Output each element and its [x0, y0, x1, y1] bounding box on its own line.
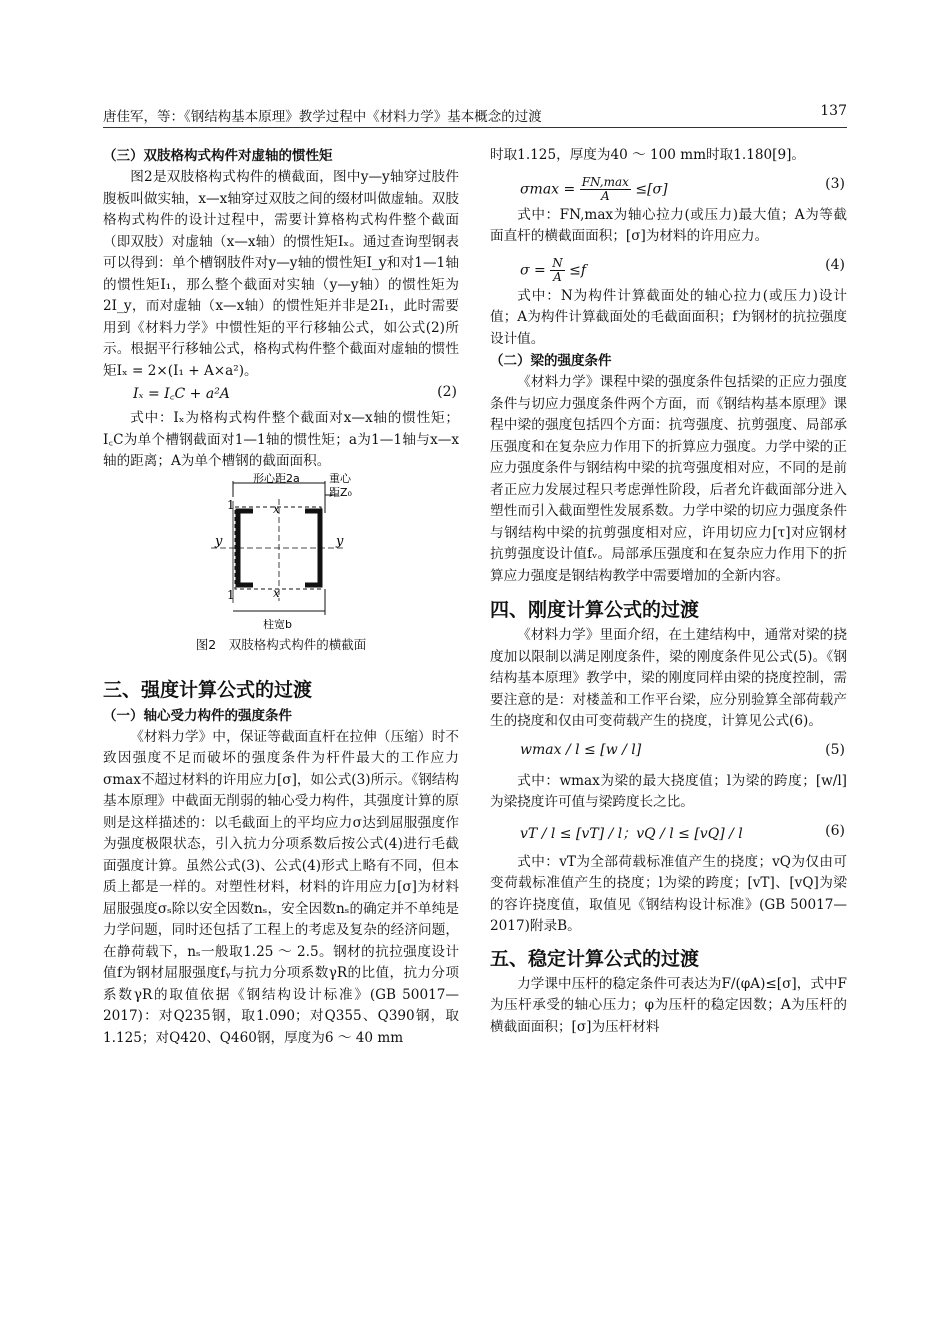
- label-x-bottom: x: [273, 585, 280, 600]
- paragraph: 时取1.125，厚度为40 ～ 100 mm时取1.180[9]。: [490, 147, 806, 163]
- eq4-denominator: A: [553, 269, 562, 284]
- figure-2: [103, 473, 459, 633]
- eq4-lhs: σ =: [520, 262, 546, 278]
- equation-text: [520, 176, 668, 203]
- equation-number: (3): [825, 175, 845, 192]
- paragraph: 式中：wmax为梁的最大挠度值；l为梁的跨度；[w/l]为梁挠度许可值与梁跨度长之比。: [490, 772, 847, 810]
- label-spacing: 形心距2a: [253, 472, 300, 485]
- eq4-numerator: N: [552, 255, 563, 270]
- subsection-title: （三）双肢格构式构件对虚轴的惯性矩: [103, 148, 333, 164]
- section-title: 三、强度计算公式的过渡: [103, 678, 313, 701]
- section-title: 四、刚度计算公式的过渡: [490, 599, 700, 621]
- paragraph: 《材料力学》课程中梁的强度条件包括梁的正应力强度条件与切应力强度条件两个方面，而《钢结构基本原理》课程中梁的强度包括四个方面：抗弯强度、抗剪强度、局部承压强度和在复杂应力作用下的折算应力强度。力学中梁的正应力强度条件与钢结构中梁的抗弯强度相对应，不同的是前者正应力发展过程只考虑弹性阶段，后者允许截面部分进入塑性而引入截面塑性发展系数。力学中梁的切应力强度条件与钢结构中梁的抗剪强度相对应，许用切应力[τ]对应钢材抗剪强度设计值fᵥ。局部承压强度和在复杂应力作用下的折算应力强度是钢结构教学中需要增加的全新内容。: [490, 374, 847, 584]
- paragraph: 式中：vT为全部荷载标准值产生的挠度；vQ为仅由可变荷载标准值产生的挠度；l为梁的跨度；[vT]、[vQ]为梁的容许挠度值，取值见《钢结构设计标准》(GB 50017—2017)附录B。: [490, 853, 847, 934]
- equation-4: [490, 248, 847, 286]
- subsection-title: （一）轴心受力构件的强度条件: [103, 707, 292, 724]
- eq3-numerator: FN,max: [581, 174, 629, 189]
- equation-number: (2): [437, 384, 457, 400]
- equation-text: [520, 257, 586, 284]
- paragraph: 式中：FN,max为轴心拉力(或压力)最大值；A为等截面直杆的横截面面积；[σ]为材料的许用应力。: [490, 206, 847, 244]
- subsection-title: （二）梁的强度条件: [490, 353, 612, 369]
- label-y-left: y: [215, 533, 223, 549]
- paragraph: 式中：N为构件计算截面处的轴心拉力(或压力)设计值；A为构件计算截面处的毛截面面积；f为钢材的抗拉强度设计值。: [490, 287, 847, 347]
- equation-5: [490, 733, 847, 771]
- right-column: [490, 145, 847, 1038]
- eq3-denominator: A: [600, 188, 610, 203]
- label-y-right: y: [336, 533, 344, 549]
- equation-text: vT / l ≤ [vT] / l；vQ / l ≤ [vQ] / l: [520, 825, 743, 842]
- equation-number: (5): [825, 741, 845, 758]
- label-width: 柱宽b: [263, 617, 292, 631]
- left-column: [103, 145, 459, 1049]
- running-title: 唐佳军，等：《钢结构基本原理》教学过程中《材料力学》基本概念的过渡: [103, 109, 542, 125]
- figure-caption: 图2 双肢格构式构件的横截面: [195, 636, 367, 652]
- equation-2: [103, 382, 459, 408]
- paragraph: 图2是双肢格构式构件的横截面，图中y—y轴穿过肢件腹板叫做实轴，x—x轴穿过双肢之间的缀材叫做虚轴。双肢格构式构件的设计过程中，需要计算格构式构件整个截面（即双肢）对虚轴（x—x轴）的惯性矩Iₓ。通过查询型钢表可以得到：单个槽钢肢件对y—y轴的惯性矩I_y和对1—1轴的惯性矩I₁，那么整个截面对实轴（y—y轴）的惯性矩为2I_y，而对虚轴（x—x轴）的惯性矩并非是2I₁，此时需要用到《材料力学》中惯性矩的平行移轴公式，如公式(2)所示。根据平行移轴公式，格构式构件整个截面对虚轴的惯性矩Iₓ = 2×(I₁ + A×a²)。: [103, 169, 459, 379]
- equation-text: Iₓ = I꜀C + a²A: [133, 386, 230, 402]
- label-x-top: x: [273, 501, 280, 516]
- eq4-rhs: ≤f: [569, 262, 587, 278]
- eq3-fraction: [580, 176, 631, 203]
- label-axis-1: 1: [227, 497, 235, 512]
- cross-section-diagram: [103, 473, 459, 633]
- equation-text: wmax / l ≤ [w / l]: [520, 741, 642, 758]
- paragraph: 式中：Iₓ为格构式构件整个截面对x—x轴的惯性矩；I꜀C为单个槽钢截面对1—1轴的惯性矩；a为1—1轴与x—x轴的距离；A为单个槽钢的截面面积。: [103, 410, 459, 469]
- section-title: 五、稳定计算公式的过渡: [490, 947, 700, 970]
- eq3-lhs: σmax =: [520, 181, 576, 197]
- paragraph: 力学课中压杆的稳定条件可表达为F/(φA)≤[σ]，式中F为压杆承受的轴心压力；φ为压杆的稳定因数；A为压杆的横截面面积；[σ]为压杆材料: [490, 975, 847, 1035]
- equation-6: [490, 814, 847, 852]
- label-centroid: 重心: [329, 472, 351, 485]
- equation-number: (6): [825, 822, 845, 839]
- equation-3: [490, 167, 847, 205]
- eq4-fraction: [550, 257, 565, 284]
- label-axis-1-bottom: 1: [227, 587, 235, 602]
- eq3-rhs: ≤[σ]: [635, 181, 668, 197]
- paragraph: 《材料力学》里面介绍，在土建结构中，通常对梁的挠度加以限制以满足刚度条件，梁的刚度条件见公式(5)。《钢结构基本原理》教学中，梁的刚度同样由梁的挠度控制，需要注意的是：对楼盖和工作平台梁，应分别验算全部荷载产生的挠度和仅由可变荷载产生的挠度，计算见公式(6)。: [490, 627, 847, 729]
- page-number: 137: [820, 103, 847, 119]
- equation-number: (4): [825, 256, 845, 273]
- label-centroid-2: 距Z₀: [329, 485, 352, 499]
- paragraph: 《材料力学》中，保证等截面直杆在拉伸（压缩）时不致因强度不足而破坏的强度条件为杆件最大的工作应力σmax不超过材料的许用应力[σ]，如公式(3)所示。《钢结构基本原理》中截面无削弱的轴心受力构件，其强度计算的原则是这样描述的：以毛截面上的平均应力σ达到屈服强度作为强度极限状态，引入抗力分项系数后按公式(4)进行毛截面强度计算。虽然公式(3)、公式(4)形式上略有不同，但本质上都是一样的。对塑性材料，材料的许用应力[σ]为材料屈服强度σₛ除以安全因数nₛ，安全因数nₛ的确定并不单纯是力学问题，同时还包括了工程上的考虑及复杂的经济问题，在静荷载下，nₛ一般取1.25 ～ 2.5。钢材的抗拉强度设计值f为钢材屈服强度fᵧ与抗力分项系数γR的比值，抗力分项系数γR的取值依据《钢结构设计标准》(GB 50017—2017)：对Q235钢，取1.090；对Q355、Q390钢，取1.125；对Q420、Q460钢，厚度为6 ～ 40 mm: [103, 728, 459, 1046]
- running-header: [103, 103, 847, 128]
